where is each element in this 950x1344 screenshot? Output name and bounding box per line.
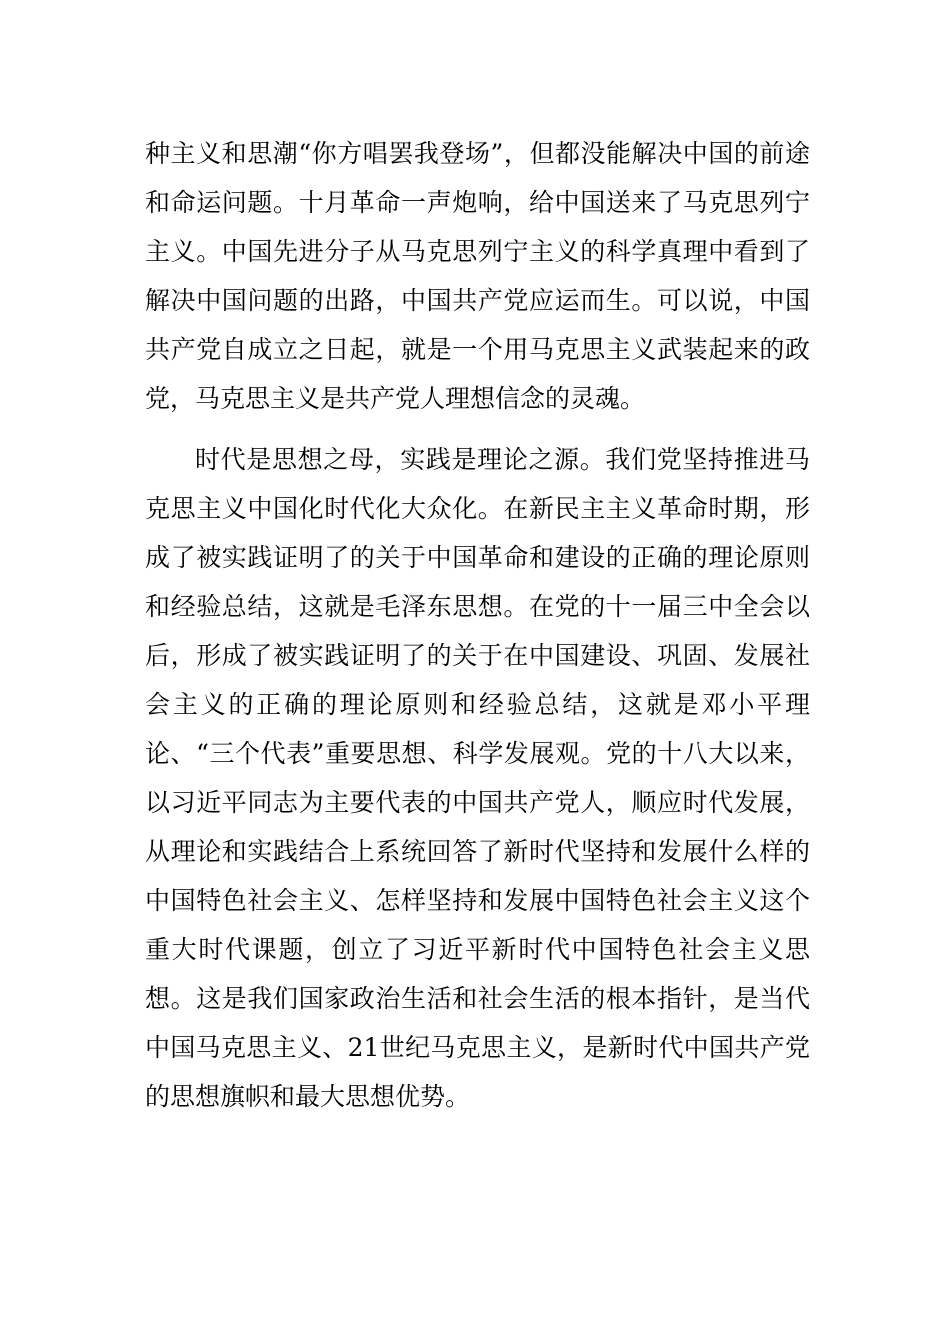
- paragraph-theory: 时代是思想之母，实践是理论之源。我们党坚持推进马克思主义中国化时代化大众化。在新民主主义革命时期，形成了被实践证明了的关于中国革命和建设的正确的理论原则和经验总结，这就是毛泽东思想。在党的十一届三中全会以后，形成了被实践证明了的关于在中国建设、巩固、发展社会主义的正确的理论原则和经验总结，这就是邓小平理论、“三个代表”重要思想、科学发展观。党的十八大以来，以习近平同志为主要代表的中国共产党人，顺应时代发展，从理论和实践结合上系统回答了新时代坚持和发展什么样的中国特色社会主义、怎样坚持和发展中国特色社会主义这个重大时代课题，创立了习近平新时代中国特色社会主义思想。这是我们国家政治生活和社会生活的根本指针，是当代中国马克思主义、21世纪马克思主义，是新时代中国共产党的思想旗帜和最大思想优势。: [145, 445, 810, 1111]
- paragraph-continued: 种主义和思潮“你方唱罢我登场”，但都没能解决中国的前途和命运问题。十月革命一声炮响，给中国送来了马克思列宁主义。中国先进分子从马克思列宁主义的科学真理中看到了解决中国问题的出路，中国共产党应运而生。可以说，中国共产党自成立之日起，就是一个用马克思主义武装起来的政党，马克思主义是共产党人理想信念的灵魂。: [145, 139, 810, 413]
- document-body: [145, 129, 810, 1121]
